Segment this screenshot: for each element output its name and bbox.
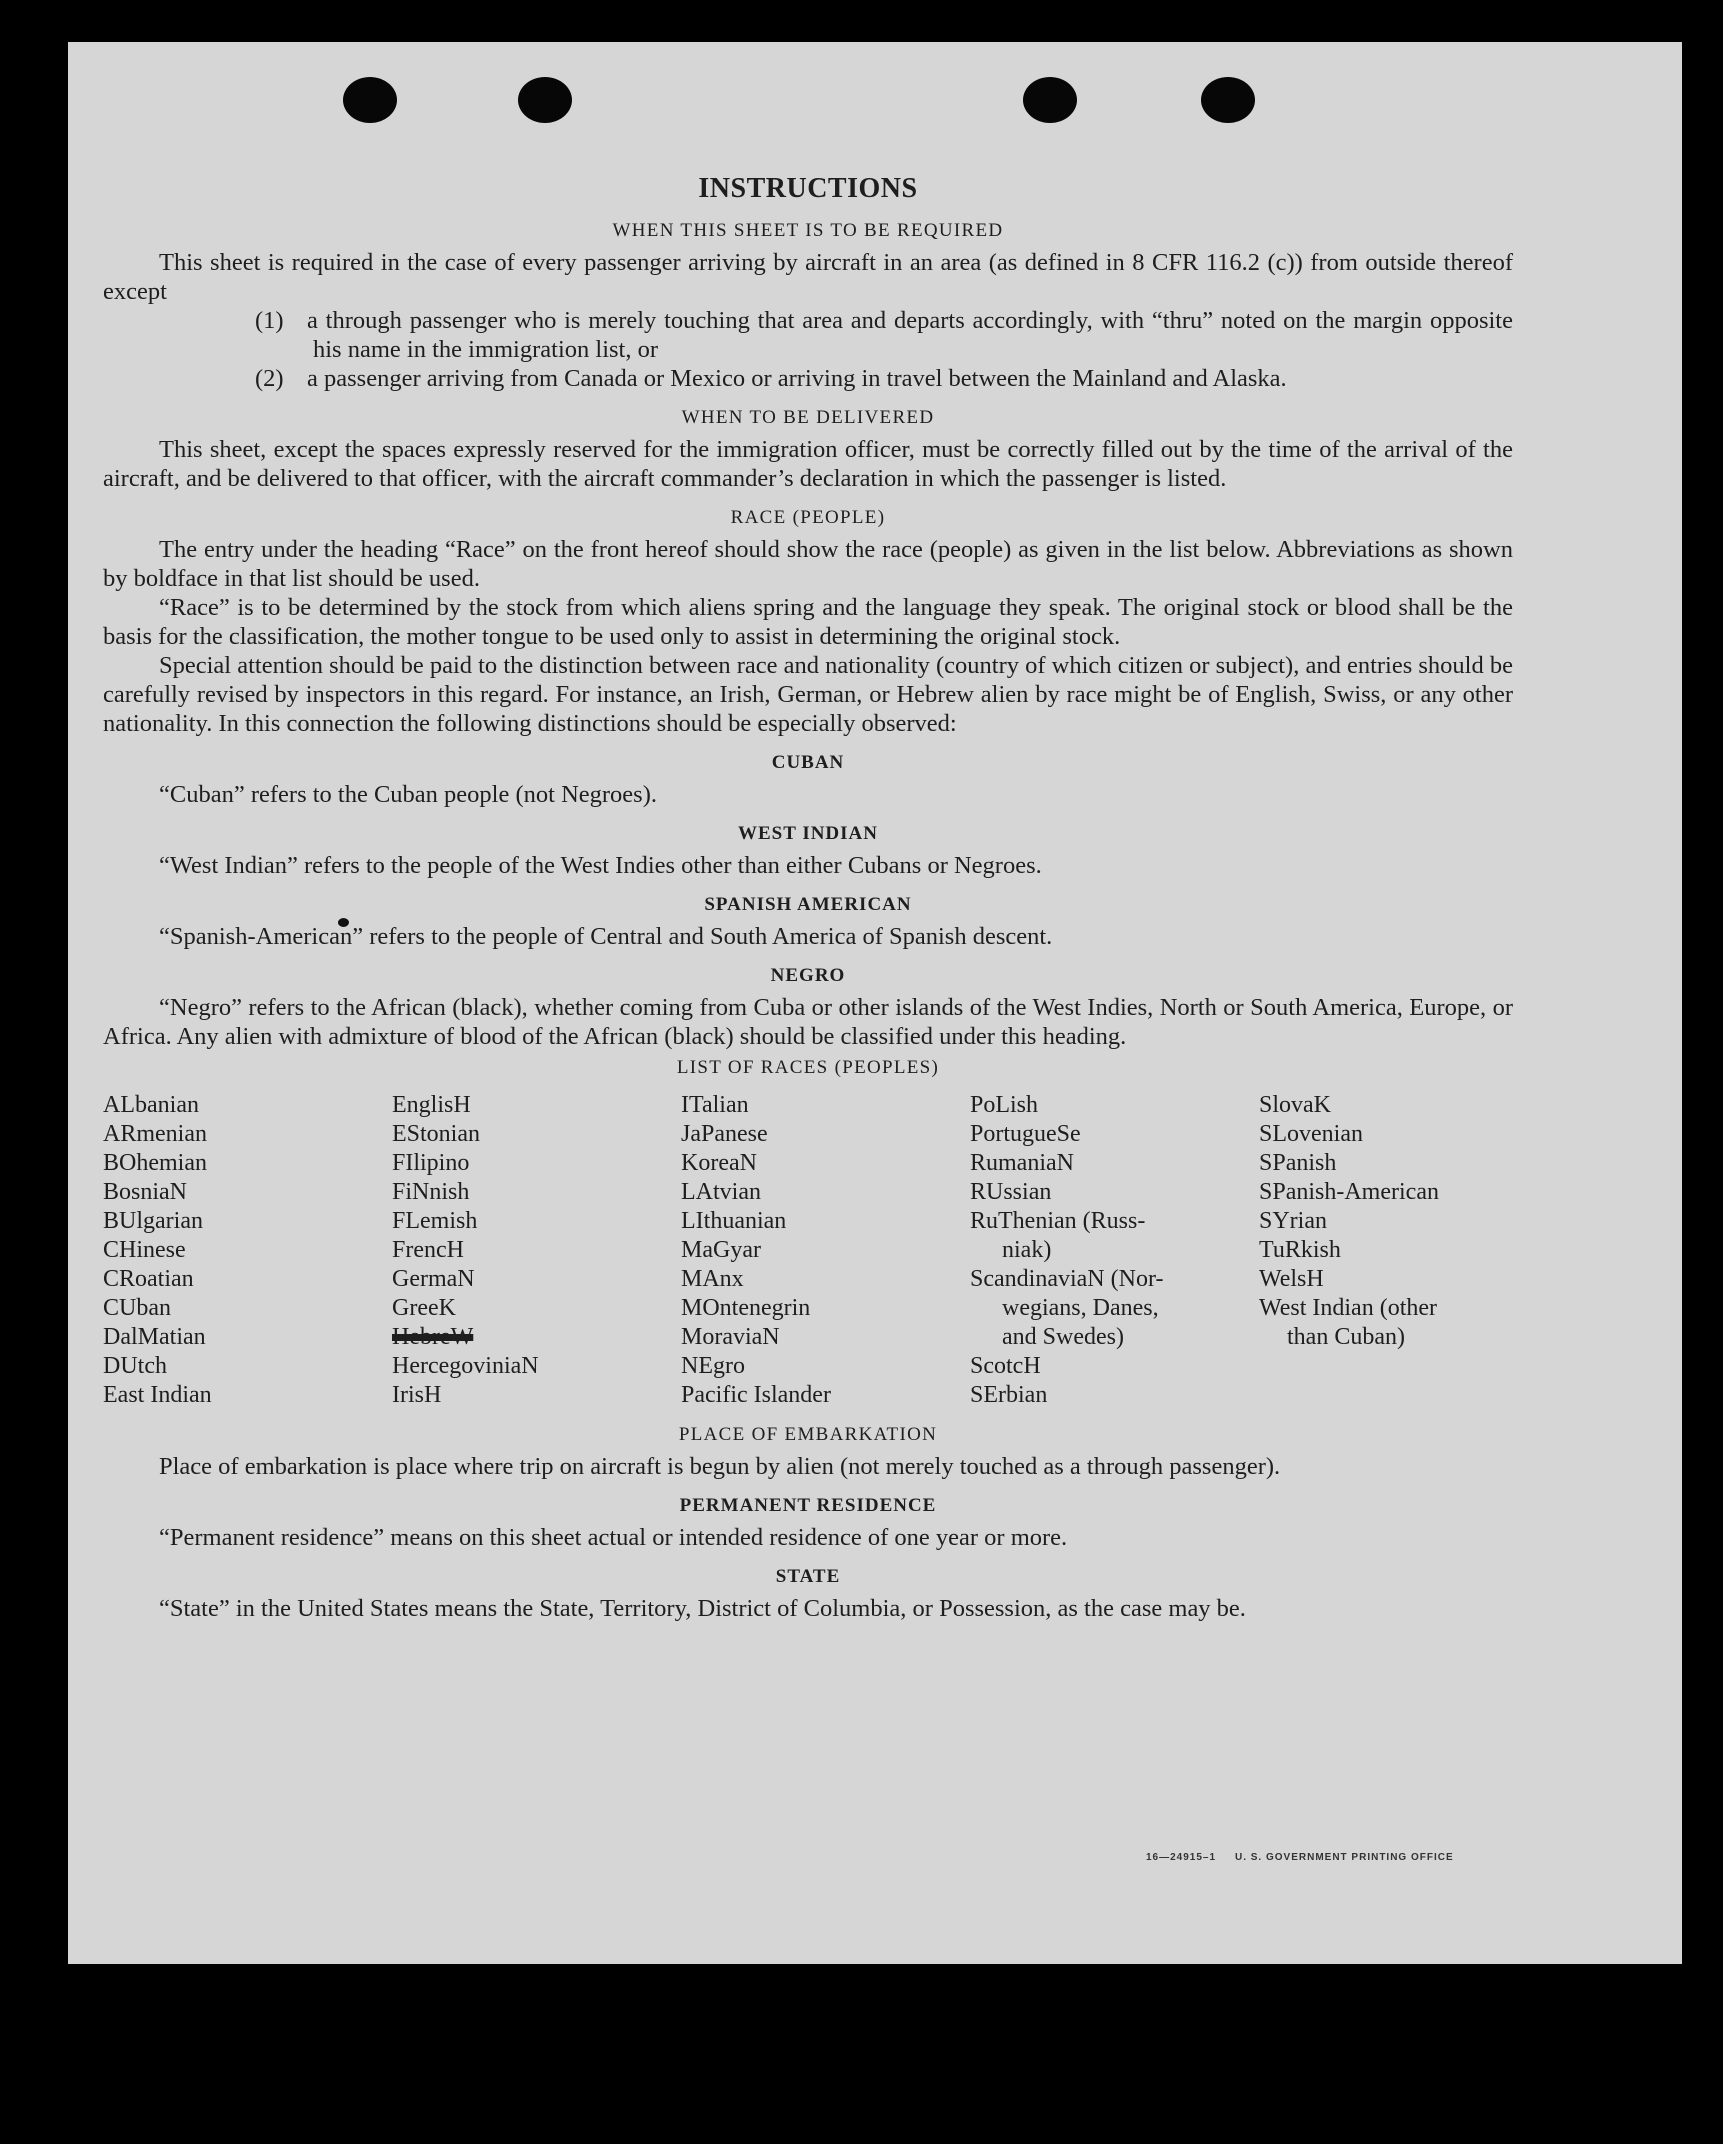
- race-entry: MaGyar: [681, 1237, 761, 1263]
- races-column-2: [392, 1091, 681, 1410]
- heading-place-of-embarkation: PLACE OF EMBARKATION: [678, 1424, 938, 1445]
- exception-item-1: [103, 306, 1513, 364]
- race-entry: HercegoviniaN: [392, 1353, 539, 1379]
- exception-number: (2): [255, 365, 284, 392]
- race-entry: ALbanian: [103, 1092, 199, 1118]
- race-entry: BOhemian: [103, 1150, 207, 1176]
- punch-hole: [1023, 77, 1077, 123]
- exception-item-2: [103, 364, 1513, 393]
- race-entry: NEgro: [681, 1353, 745, 1379]
- state-text: “State” in the United States means the State, Territory, District of Columbia, or Possession, as the case may be.: [159, 1595, 1246, 1622]
- race-entry: ITalian: [681, 1092, 749, 1118]
- punch-hole: [518, 77, 572, 123]
- race-entry: ScandinaviaN (Nor-: [970, 1266, 1164, 1292]
- heading-list-of-races: LIST OF RACES (PEOPLES): [676, 1057, 940, 1078]
- race-entry: TuRkish: [1259, 1237, 1341, 1263]
- race-entry: CHinese: [103, 1237, 186, 1263]
- punch-hole: [1201, 77, 1255, 123]
- races-column-4: [970, 1091, 1259, 1410]
- race-entry: SPanish: [1259, 1150, 1337, 1176]
- race-entry: DalMatian: [103, 1324, 206, 1350]
- heading-when-required: WHEN THIS SHEET IS TO BE REQUIRED: [612, 220, 1004, 241]
- race-entry: SYrian: [1259, 1208, 1327, 1234]
- race-entry: FLemish: [392, 1208, 478, 1234]
- race-entry: CUban: [103, 1295, 171, 1321]
- heading-race: RACE (PEOPLE): [730, 507, 886, 528]
- race-entry: FrencH: [392, 1237, 464, 1263]
- races-column-1: [103, 1091, 392, 1410]
- race-entry: ScotcH: [970, 1353, 1041, 1379]
- heading-negro: NEGRO: [770, 965, 846, 986]
- printer-credit: U. S. GOVERNMENT PRINTING OFFICE: [1234, 1852, 1454, 1863]
- heading-west-indian: WEST INDIAN: [738, 823, 878, 844]
- exception-text: a passenger arriving from Canada or Mexico or arriving in travel between the Mainland and Alaska.: [307, 365, 1287, 392]
- exception-number: (1): [255, 307, 284, 334]
- place-of-embarkation-text: Place of embarkation is place where trip on aircraft is begun by alien (not merely touched as a through passenger).: [159, 1453, 1281, 1480]
- race-entry: MoraviaN: [681, 1324, 780, 1350]
- race-entry: EStonian: [392, 1121, 480, 1147]
- race-entry-continued: wegians, Danes,: [1002, 1295, 1159, 1321]
- race-entry: East Indian: [103, 1382, 212, 1408]
- document-page: [68, 42, 1682, 1964]
- race-entry: RumaniaN: [970, 1150, 1074, 1176]
- race-entry-continued: than Cuban): [1287, 1324, 1405, 1350]
- race-entry: RUssian: [970, 1179, 1052, 1205]
- when-delivered-text: This sheet, except the spaces expressly reserved for the immigration officer, must be correctly filled out by the time of the arrival of the aircraft, and be delivered to that officer, with the aircraft commander’s declaration in which the passenger is listed.: [103, 436, 1513, 492]
- race-entry: BosniaN: [103, 1179, 187, 1205]
- west-indian-text: “West Indian” refers to the people of the West Indies other than either Cubans or Negroes.: [159, 852, 1042, 879]
- race-entry: WelsH: [1259, 1266, 1324, 1292]
- race-entry: GreeK: [392, 1295, 456, 1321]
- race-entry: SlovaK: [1259, 1092, 1331, 1118]
- race-entry: SErbian: [970, 1382, 1048, 1408]
- races-column-5: [1259, 1091, 1513, 1410]
- form-code: 16—24915–1: [1146, 1852, 1217, 1863]
- race-entry: DUtch: [103, 1353, 167, 1379]
- when-required-intro: This sheet is required in the case of every passenger arriving by aircraft in an area (as defined in 8 CFR 116.2 (c)) from outside thereof except: [103, 249, 1513, 305]
- spanish-american-text: “Spanish-American” refers to the people of Central and South America of Spanish descent.: [159, 923, 1053, 950]
- race-entry: PortugueSe: [970, 1121, 1081, 1147]
- race-entry: GermaN: [392, 1266, 475, 1292]
- page-title: INSTRUCTIONS: [698, 173, 918, 204]
- race-entry: Pacific Islander: [681, 1382, 831, 1408]
- instructions-body: [103, 172, 1513, 1623]
- race-entry: West Indian (other: [1259, 1295, 1438, 1321]
- race-entry: KoreaN: [681, 1150, 757, 1176]
- race-entry: FIlipino: [392, 1150, 470, 1176]
- race-paragraph: “Race” is to be determined by the stock from which aliens spring and the language they speak. The original stock or blood shall be the basis for the classification, the mother tongue to be used only to assist in determining the original stock.: [103, 594, 1513, 650]
- race-entry: SPanish-American: [1259, 1179, 1439, 1205]
- race-entry: IrisH: [392, 1382, 442, 1408]
- heading-state: STATE: [775, 1566, 841, 1587]
- form-footer: [1146, 1852, 1454, 1863]
- race-entry: LAtvian: [681, 1179, 761, 1205]
- race-entry: SLovenian: [1259, 1121, 1363, 1147]
- race-entry: CRoatian: [103, 1266, 194, 1292]
- races-list: [103, 1091, 1513, 1410]
- permanent-residence-text: “Permanent residence” means on this sheet actual or intended residence of one year or more.: [159, 1524, 1068, 1551]
- heading-cuban: CUBAN: [771, 752, 845, 773]
- race-entry: HebreW: [392, 1324, 474, 1350]
- race-entry-continued: niak): [1002, 1237, 1052, 1263]
- exception-text: a through passenger who is merely touching that area and departs accordingly, with “thru” noted on the margin opposite his name in the immigration list, or: [307, 307, 1513, 363]
- punch-hole: [343, 77, 397, 123]
- cuban-text: “Cuban” refers to the Cuban people (not Negroes).: [159, 781, 657, 808]
- race-paragraph: Special attention should be paid to the distinction between race and nationality (country of which citizen or subject), and entries should be carefully revised by inspectors in this regard. For instance, an Irish, German, or Hebrew alien by race might be of English, Swiss, or any other nationality. In this connection the following distinctions should be especially observed:: [103, 652, 1513, 737]
- races-column-3: [681, 1091, 970, 1410]
- race-entry: RuThenian (Russ-: [970, 1208, 1146, 1234]
- heading-permanent-residence: PERMANENT RESIDENCE: [679, 1495, 937, 1516]
- race-entry: MAnx: [681, 1266, 744, 1292]
- heading-when-delivered: WHEN TO BE DELIVERED: [681, 407, 935, 428]
- race-entry: FiNnish: [392, 1179, 470, 1205]
- race-entry: JaPanese: [681, 1121, 768, 1147]
- race-entry: PoLish: [970, 1092, 1039, 1118]
- race-entry-continued: and Swedes): [1002, 1324, 1124, 1350]
- race-paragraph: The entry under the heading “Race” on the front hereof should show the race (people) as given in the list below. Abbreviations as shown by boldface in that list should be used.: [103, 536, 1513, 592]
- heading-spanish-american: SPANISH AMERICAN: [704, 894, 912, 915]
- race-entry: LIthuanian: [681, 1208, 787, 1234]
- race-entry: EnglisH: [392, 1092, 471, 1118]
- race-entry: ARmenian: [103, 1121, 207, 1147]
- race-entry: BUlgarian: [103, 1208, 203, 1234]
- race-entry: MOntenegrin: [681, 1295, 811, 1321]
- negro-text: “Negro” refers to the African (black), whether coming from Cuba or other islands of the West Indies, North or South America, Europe, or Africa. Any alien with admixture of blood of the African (black) should be classified under this heading.: [103, 994, 1513, 1050]
